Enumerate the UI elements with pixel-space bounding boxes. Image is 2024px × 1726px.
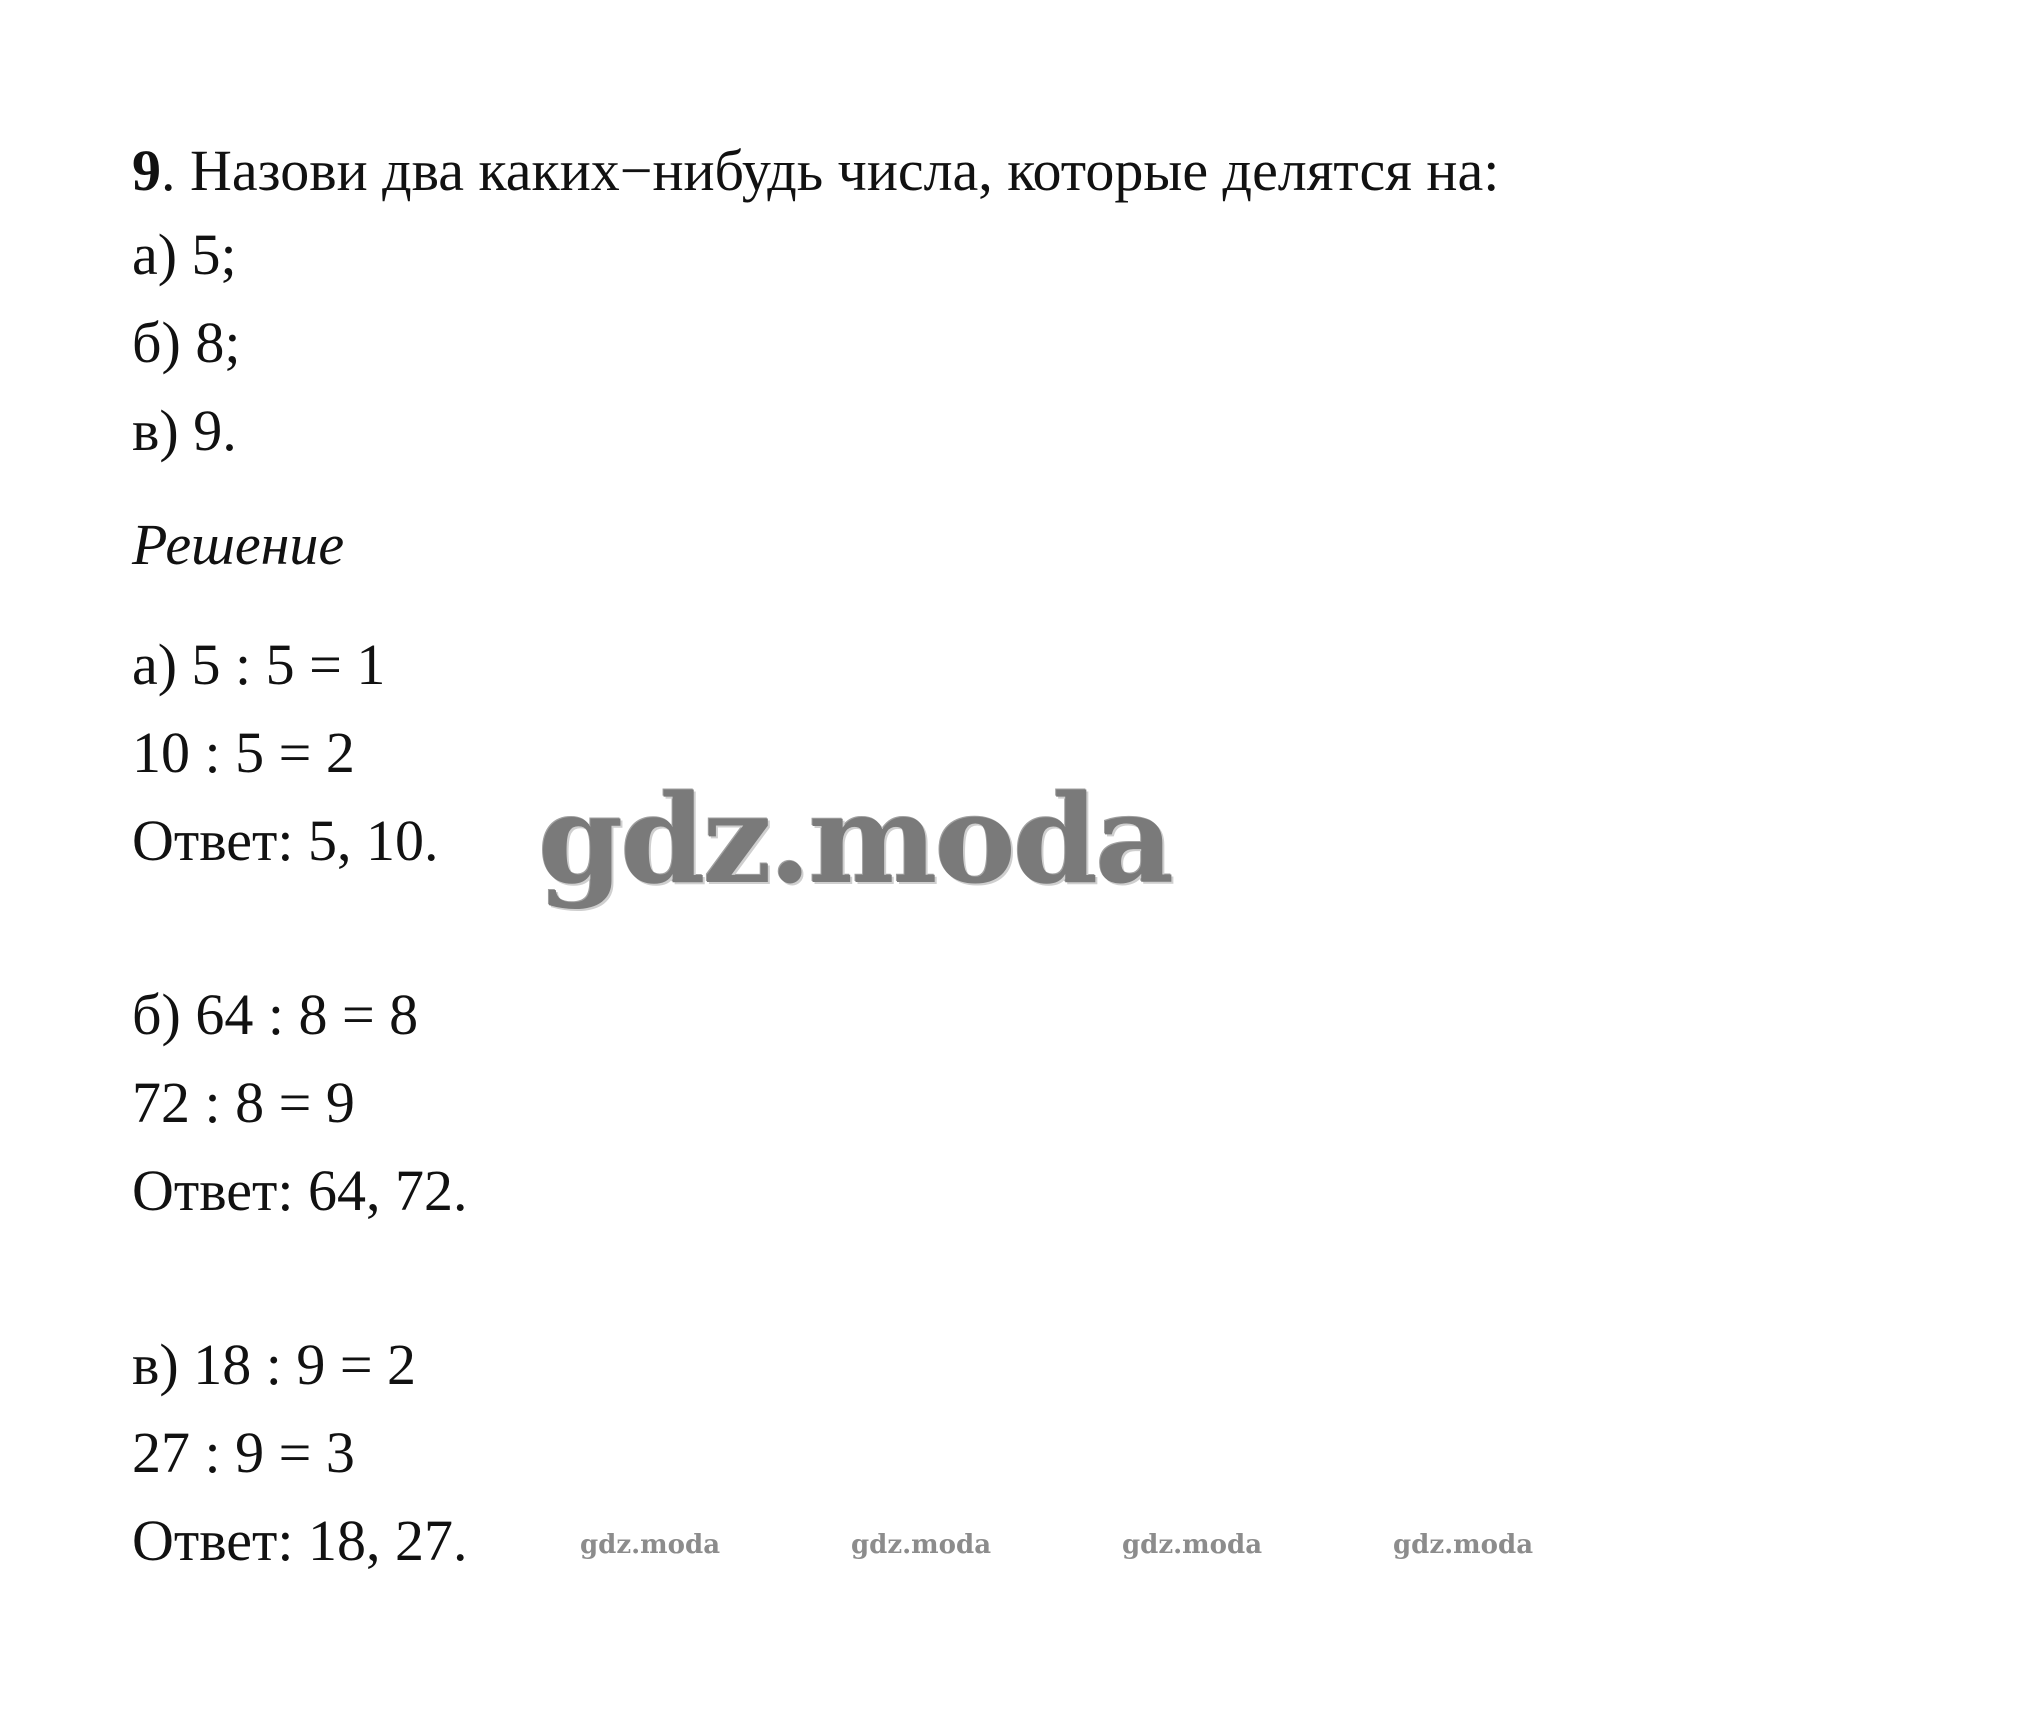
solution-a-line-2: 10 : 5 = 2 xyxy=(132,720,355,785)
watermark-small-1: gdz.moda xyxy=(580,1530,721,1560)
task-text: . Назови два каких−нибудь числа, которые делятся на: xyxy=(161,138,1500,203)
solution-b-answer: Ответ: 64, 72. xyxy=(132,1158,468,1223)
solution-c-line-2: 27 : 9 = 3 xyxy=(132,1420,355,1485)
solution-b-line-2: 72 : 8 = 9 xyxy=(132,1070,355,1135)
watermark-small-4: gdz.moda xyxy=(1393,1530,1534,1560)
solution-c-line-1: в) 18 : 9 = 2 xyxy=(132,1332,417,1397)
task-item-a: а) 5; xyxy=(132,222,237,287)
task-statement xyxy=(132,138,1500,203)
watermark-small-2: gdz.moda xyxy=(851,1530,992,1560)
solution-a-answer: Ответ: 5, 10. xyxy=(132,808,439,873)
task-item-c: в) 9. xyxy=(132,398,237,463)
task-item-b: б) 8; xyxy=(132,310,241,375)
watermark-small-3: gdz.moda xyxy=(1122,1530,1263,1560)
solution-b-line-1: б) 64 : 8 = 8 xyxy=(132,982,419,1047)
solution-a-line-1: а) 5 : 5 = 1 xyxy=(132,632,386,697)
solution-heading: Решение xyxy=(132,512,345,577)
watermark-large: gdz.moda xyxy=(538,767,1172,911)
task-number: 9 xyxy=(132,138,161,203)
solution-c-answer: Ответ: 18, 27. xyxy=(132,1508,468,1573)
